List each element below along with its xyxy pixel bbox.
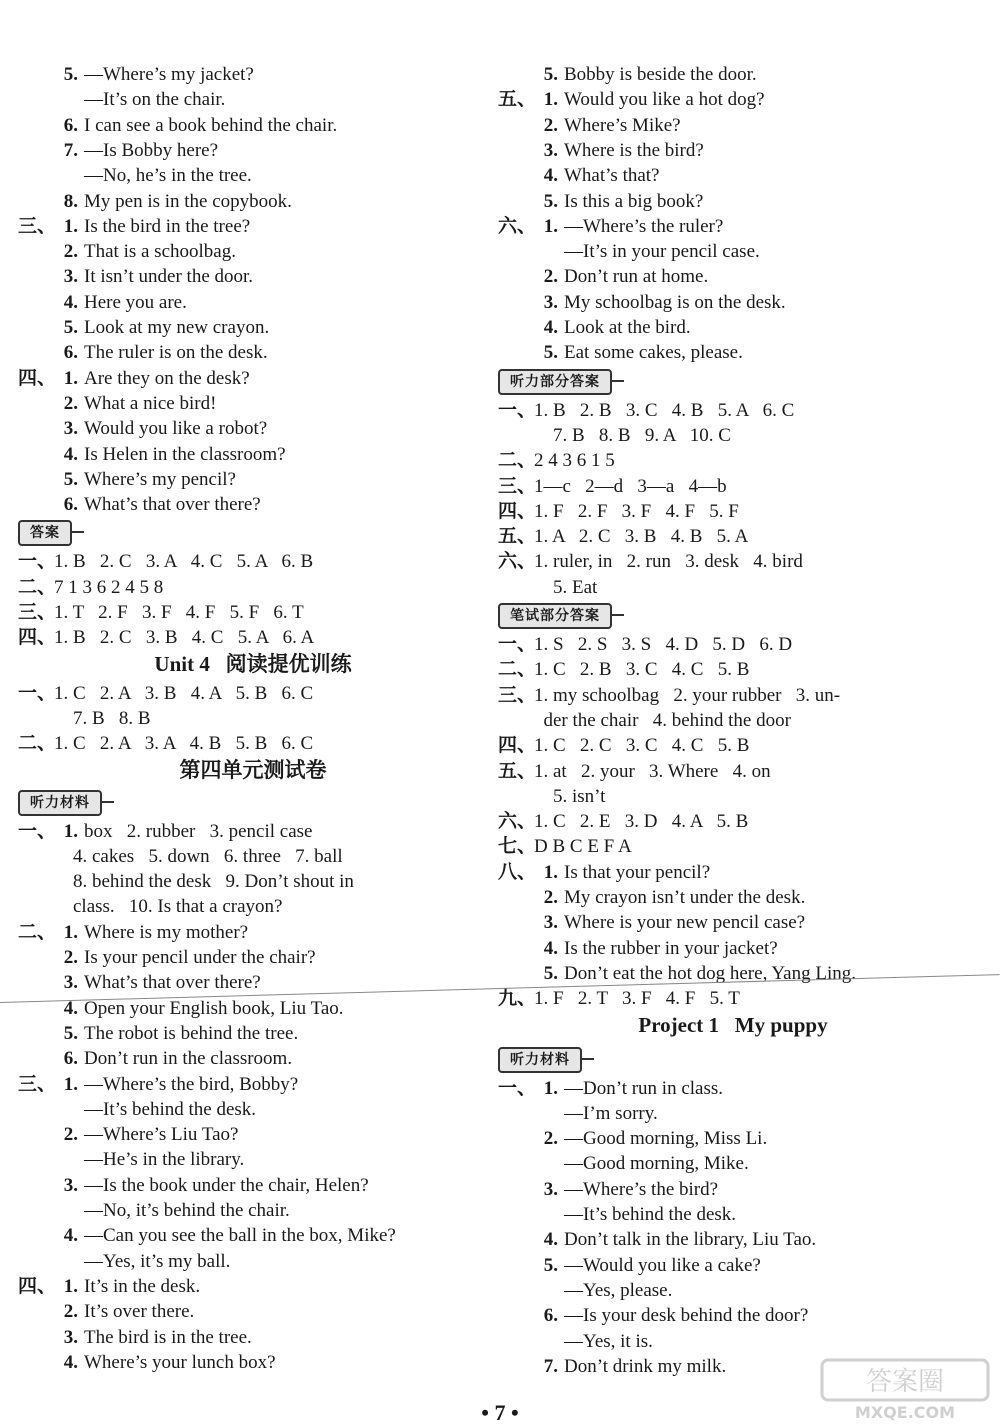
text-line (498, 860, 710, 885)
text-line (18, 467, 236, 492)
text-line (498, 214, 723, 239)
line-text: 1. C 2. B 3. C 4. C 5. B (534, 659, 750, 681)
text-line (498, 290, 786, 315)
section-marker: 五、 (498, 526, 537, 548)
line-text: Is your pencil under the chair? (84, 947, 316, 968)
line-text: 1. C 2. A 3. A 4. B 5. B 6. C (54, 733, 314, 755)
line-text: —It’s in your pencil case. (564, 241, 760, 263)
line-text: 1. at 2. your 3. Where 4. on (534, 760, 771, 782)
text-line (18, 706, 151, 731)
section-marker: 六、 (498, 215, 537, 237)
text-line (498, 524, 748, 549)
line-text: Look at my new crayon. (84, 317, 270, 338)
text-line (498, 62, 757, 87)
line-text: 1. C 2. E 3. D 4. A 5. B (534, 811, 749, 833)
item-number: 7. (63, 139, 78, 161)
section-marker: 二、 (498, 450, 537, 472)
line-text: Is Helen in the classroom? (84, 443, 286, 465)
text-line (18, 189, 292, 214)
item-number: 5. (543, 342, 558, 364)
line-text: —It’s behind the desk. (564, 1204, 737, 1225)
line-text: Where is my mother? (84, 921, 249, 943)
line-text: 1. C 2. A 3. B 4. A 5. B 6. C (54, 682, 314, 704)
section-marker: 三、 (18, 215, 57, 237)
item-number: 8. (63, 190, 78, 212)
section-marker: 四、 (498, 500, 537, 522)
item-number: 5. (63, 1022, 78, 1044)
line-text: —Yes, it’s my ball. (84, 1250, 231, 1272)
line-text: 1. T 2. F 3. F 4. F 5. F 6. T (54, 602, 304, 623)
line-text: Look at the bird. (564, 317, 691, 338)
section-marker: 二、 (498, 659, 537, 681)
text-line (498, 448, 615, 473)
line-text: 8. behind the desk 9. Don’t shout in (54, 871, 354, 893)
line-text: 1. ruler, in 2. run 3. desk 4. bird (534, 551, 803, 573)
line-text: My crayon isn’t under the desk. (564, 887, 806, 908)
text-line (498, 1126, 767, 1151)
text-line (18, 844, 343, 869)
line-text: Are they on the desk? (84, 367, 250, 389)
line-text: That is a schoolbag. (84, 241, 236, 263)
text-line (18, 163, 252, 188)
item-number: 5. (63, 317, 78, 338)
text-line (18, 1198, 290, 1223)
text-line (18, 1122, 239, 1147)
text-line (498, 113, 681, 138)
item-number: 2. (63, 1301, 78, 1323)
section-marker: 四、 (18, 367, 57, 389)
section-tag: 笔试部分答案 (498, 603, 612, 629)
line-text: It’s over there. (84, 1301, 195, 1323)
line-text: Is this a big book? (564, 190, 704, 212)
item-number: 1. (543, 861, 558, 883)
line-text: What’s that over there? (84, 972, 261, 994)
text-line (498, 549, 803, 574)
line-text: My schoolbag is on the desk. (564, 291, 786, 313)
item-number: 6. (63, 494, 78, 516)
line-text: Where is the bird? (564, 139, 704, 161)
line-text: I can see a book behind the chair. (84, 114, 338, 136)
section-marker: 三、 (18, 602, 57, 623)
text-line (18, 214, 250, 239)
section-tag: 听力部分答案 (498, 369, 612, 395)
line-text: Where is your new pencil case? (564, 912, 806, 934)
item-number: 6. (63, 1048, 78, 1070)
section-marker: 二、 (18, 733, 57, 755)
text-line (18, 1173, 369, 1198)
section-marker: 九、 (498, 988, 537, 1010)
line-text: 1. F 2. T 3. F 4. F 5. T (534, 988, 740, 1010)
section-tag: 听力材料 (498, 1047, 582, 1073)
text-line (18, 315, 269, 340)
line-text: Where’s Mike? (564, 114, 681, 136)
line-text: Don’t talk in the library, Liu Tao. (564, 1229, 817, 1251)
item-number: 3. (543, 912, 558, 934)
text-line (498, 1278, 672, 1303)
section-marker: 一、 (498, 399, 537, 421)
text-line (18, 264, 253, 289)
item-number: 5. (543, 1254, 558, 1276)
line-text: —I’m sorry. (564, 1102, 658, 1124)
line-text: —Where’s my jacket? (84, 64, 254, 85)
text-line (498, 834, 632, 859)
section-marker: 二、 (18, 576, 57, 598)
text-line (498, 1253, 761, 1278)
item-number: 3. (543, 139, 558, 161)
text-line (18, 1325, 252, 1350)
item-number: 4. (543, 1229, 558, 1251)
item-number: 1. (63, 1073, 78, 1095)
text-line (18, 920, 248, 945)
text-line (18, 340, 268, 365)
line-text: Here you are. (84, 291, 187, 313)
line-text: 1. C 2. C 3. C 4. C 5. B (534, 735, 750, 757)
line-text: —Where’s the ruler? (564, 215, 724, 237)
text-line (498, 632, 792, 657)
text-line (18, 600, 304, 625)
section-marker: 三、 (498, 684, 537, 706)
text-line (498, 683, 840, 708)
text-line (498, 1354, 726, 1379)
line-text: Is the rubber in your jacket? (564, 937, 778, 959)
section-tag: 听力材料 (18, 790, 102, 816)
item-number: 2. (63, 241, 78, 263)
text-line (498, 315, 691, 340)
line-text: —Would you like a cake? (564, 1254, 761, 1276)
line-text: —Is your desk behind the door? (564, 1305, 809, 1327)
text-line (498, 423, 731, 448)
line-text: —It’s on the chair. (84, 89, 226, 111)
text-line (498, 264, 708, 289)
line-text: —It’s behind the desk. (84, 1098, 257, 1120)
text-line (498, 759, 771, 784)
text-line (18, 87, 225, 112)
line-text: 1. A 2. C 3. B 4. B 5. A (534, 526, 749, 548)
text-line (498, 1177, 718, 1202)
section-heading: Project 1 My puppy (638, 1012, 828, 1037)
section-heading: 第四单元测试卷 (179, 757, 327, 782)
item-number: 4. (63, 291, 78, 313)
section-marker: 一、 (498, 634, 537, 655)
line-text: Bobby is beside the door. (564, 64, 757, 85)
line-text: Would you like a hot dog? (564, 89, 765, 111)
item-number: 1. (63, 921, 78, 943)
item-number: 3. (543, 291, 558, 313)
text-line (18, 239, 236, 264)
line-text: What’s that over there? (84, 494, 261, 516)
line-text: —Can you see the ball in the box, Mike? (84, 1225, 396, 1247)
item-number: 3. (63, 1174, 78, 1196)
line-text: 1. B 2. C 3. B 4. C 5. A 6. A (54, 627, 315, 649)
page-number: • 7 • (481, 1400, 519, 1425)
text-line (18, 1046, 292, 1071)
item-number: 5. (543, 190, 558, 212)
item-number: 4. (63, 997, 78, 1019)
section-marker: 一、 (18, 551, 57, 573)
line-text: What’s that? (564, 165, 660, 187)
text-line (498, 885, 805, 910)
text-line (18, 1274, 200, 1299)
text-line (498, 809, 748, 834)
item-number: 5. (543, 64, 558, 85)
item-number: 4. (63, 443, 78, 465)
watermark-bottom-text: MXQE.COM (854, 1403, 956, 1422)
line-text: Don’t run in the classroom. (84, 1048, 293, 1070)
item-number: 2. (63, 392, 78, 414)
line-text: 1. my schoolbag 2. your rubber 3. un- (534, 684, 841, 706)
watermark-logo (820, 1358, 990, 1422)
line-text: class. 10. Is that a crayon? (54, 896, 283, 918)
line-text: —Yes, it is. (564, 1330, 653, 1352)
item-number: 6. (63, 114, 78, 136)
line-text: —Yes, please. (564, 1279, 673, 1301)
line-text: The robot is behind the tree. (84, 1022, 299, 1044)
line-text: 1. B 2. B 3. C 4. B 5. A 6. C (534, 399, 795, 421)
item-number: 1. (63, 820, 78, 842)
text-line (498, 708, 791, 733)
text-line (498, 1303, 808, 1328)
text-line (18, 138, 218, 163)
text-line (498, 163, 660, 188)
text-line (18, 416, 267, 441)
item-number: 7. (543, 1355, 558, 1377)
line-text: 7 1 3 6 2 4 5 8 (54, 576, 164, 598)
text-line (498, 1101, 658, 1126)
line-text: der the chair 4. behind the door (534, 709, 791, 731)
line-text: It’s in the desk. (84, 1275, 201, 1297)
item-number: 3. (63, 266, 78, 288)
line-text: D B C E F A (534, 836, 632, 858)
item-number: 4. (63, 1351, 78, 1373)
line-text: —Where’s the bird, Bobby? (84, 1073, 299, 1095)
text-line (18, 366, 250, 391)
line-text: 1. F 2. F 3. F 4. F 5. F (534, 500, 739, 522)
item-number: 2. (63, 947, 78, 968)
text-line (18, 1223, 396, 1248)
item-number: 5. (543, 962, 558, 984)
item-number: 2. (543, 266, 558, 288)
line-text: —Don’t run in class. (564, 1077, 724, 1099)
line-text: —No, he’s in the tree. (84, 165, 252, 187)
text-line (498, 474, 727, 499)
text-line (498, 784, 605, 809)
text-line (498, 657, 749, 682)
line-text: Is that your pencil? (564, 861, 711, 883)
item-number: 5. (63, 468, 78, 490)
line-text: —Is Bobby here? (84, 139, 219, 161)
section-marker: 四、 (18, 1275, 57, 1297)
text-line (18, 970, 261, 995)
item-number: 1. (543, 89, 558, 111)
text-line (18, 391, 216, 416)
item-number: 4. (543, 317, 558, 338)
item-number: 2. (543, 1128, 558, 1150)
text-line (18, 113, 337, 138)
text-line (498, 189, 703, 214)
line-text: —Good morning, Miss Li. (564, 1128, 768, 1150)
line-text: Open your English book, Liu Tao. (84, 997, 344, 1019)
item-number: 6. (63, 342, 78, 364)
section-marker: 一、 (18, 682, 57, 704)
text-line (498, 1329, 653, 1354)
text-line (18, 869, 354, 894)
text-line (18, 1097, 256, 1122)
text-line (498, 910, 805, 935)
line-text: The bird is in the tree. (84, 1326, 252, 1348)
item-number: 4. (543, 937, 558, 959)
line-text: 5. isn’t (534, 785, 606, 807)
text-line (498, 340, 743, 365)
line-text: —No, it’s behind the chair. (84, 1200, 290, 1221)
text-line (498, 1227, 816, 1252)
section-marker: 七、 (498, 836, 537, 858)
section-marker: 一、 (18, 820, 57, 842)
watermark-top-text: 答案圈 (865, 1367, 945, 1397)
text-line (18, 894, 282, 919)
text-line (18, 1249, 230, 1274)
item-number: 2. (63, 1124, 78, 1146)
line-text: box 2. rubber 3. pencil case (84, 820, 313, 842)
line-text: 1. B 2. C 3. A 4. C 5. A 6. B (54, 551, 314, 573)
item-number: 1. (63, 367, 78, 389)
line-text: The ruler is on the desk. (84, 342, 268, 364)
section-marker: 四、 (498, 735, 537, 757)
section-marker: 六、 (498, 551, 537, 573)
line-text: 5. Eat (534, 576, 598, 598)
section-marker: 二、 (18, 921, 57, 943)
section-marker: 五、 (498, 89, 537, 111)
line-text: —Where’s Liu Tao? (84, 1124, 239, 1146)
line-text: 2 4 3 6 1 5 (534, 450, 615, 472)
section-heading: Unit 4 阅读提优训练 (154, 651, 352, 676)
text-line (498, 1151, 749, 1176)
text-line (18, 442, 286, 467)
line-text: —Where’s the bird? (564, 1178, 719, 1200)
text-line (18, 492, 261, 517)
item-number: 4. (543, 165, 558, 187)
item-number: 1. (63, 1275, 78, 1297)
text-line (498, 575, 597, 600)
text-line (18, 1021, 298, 1046)
text-line (18, 549, 313, 574)
text-line (18, 290, 187, 315)
line-text: 1—c 2—d 3—a 4—b (534, 475, 727, 497)
section-marker: 三、 (498, 475, 537, 497)
line-text: —Is the book under the chair, Helen? (84, 1174, 369, 1196)
item-number: 3. (63, 1326, 78, 1348)
section-marker: 八、 (498, 861, 537, 883)
text-line (498, 398, 794, 423)
line-text: Don’t drink my milk. (564, 1355, 727, 1377)
item-number: 3. (543, 1178, 558, 1200)
text-line (18, 1350, 276, 1375)
text-line (18, 1072, 298, 1097)
text-line (18, 1147, 244, 1172)
line-text: 4. cakes 5. down 6. three 7. ball (54, 845, 343, 867)
item-number: 6. (543, 1305, 558, 1327)
line-text: Is the bird in the tree? (84, 215, 251, 237)
line-text: —He’s in the library. (84, 1149, 245, 1171)
line-text: It isn’t under the door. (84, 266, 254, 288)
item-number: 1. (63, 215, 78, 237)
line-text: Eat some cakes, please. (564, 342, 743, 364)
line-text: My pen is in the copybook. (84, 190, 292, 212)
text-line (498, 1076, 723, 1101)
section-marker: 三、 (18, 1073, 57, 1095)
line-text: 1. S 2. S 3. S 4. D 5. D 6. D (534, 634, 793, 655)
section-marker: 六、 (498, 811, 537, 833)
line-text: Where’s my pencil? (84, 468, 236, 490)
text-line (18, 1299, 194, 1324)
line-text: Would you like a robot? (84, 418, 268, 440)
section-marker: 四、 (18, 627, 57, 649)
text-line (498, 499, 739, 524)
text-line (18, 945, 316, 970)
item-number: 4. (63, 1225, 78, 1247)
text-line (498, 733, 749, 758)
text-line (498, 239, 760, 264)
line-text: 7. B 8. B 9. A 10. C (534, 424, 731, 446)
text-line (498, 936, 778, 961)
text-line (18, 62, 254, 87)
text-line (498, 1202, 736, 1227)
item-number: 5. (63, 64, 78, 85)
line-text: Don’t eat the hot dog here, Yang Ling. (564, 962, 856, 984)
text-line (498, 138, 704, 163)
text-line (498, 986, 740, 1011)
item-number: 3. (63, 418, 78, 440)
text-line (18, 625, 314, 650)
item-number: 2. (543, 114, 558, 136)
text-line (18, 575, 163, 600)
line-text: What a nice bird! (84, 392, 217, 414)
line-text: Don’t run at home. (564, 266, 709, 288)
line-text: Where’s your lunch box? (84, 1351, 276, 1373)
text-line (18, 681, 313, 706)
item-number: 3. (63, 972, 78, 994)
section-tag: 答案 (18, 520, 72, 546)
text-line (18, 819, 312, 844)
section-marker: 一、 (498, 1077, 537, 1099)
item-number: 1. (543, 1077, 558, 1099)
line-text: —Good morning, Mike. (564, 1153, 749, 1175)
line-text: 7. B 8. B (54, 707, 151, 729)
item-number: 2. (543, 887, 558, 908)
item-number: 1. (543, 215, 558, 237)
section-marker: 五、 (498, 760, 537, 782)
text-line (18, 731, 313, 756)
text-line (498, 87, 765, 112)
